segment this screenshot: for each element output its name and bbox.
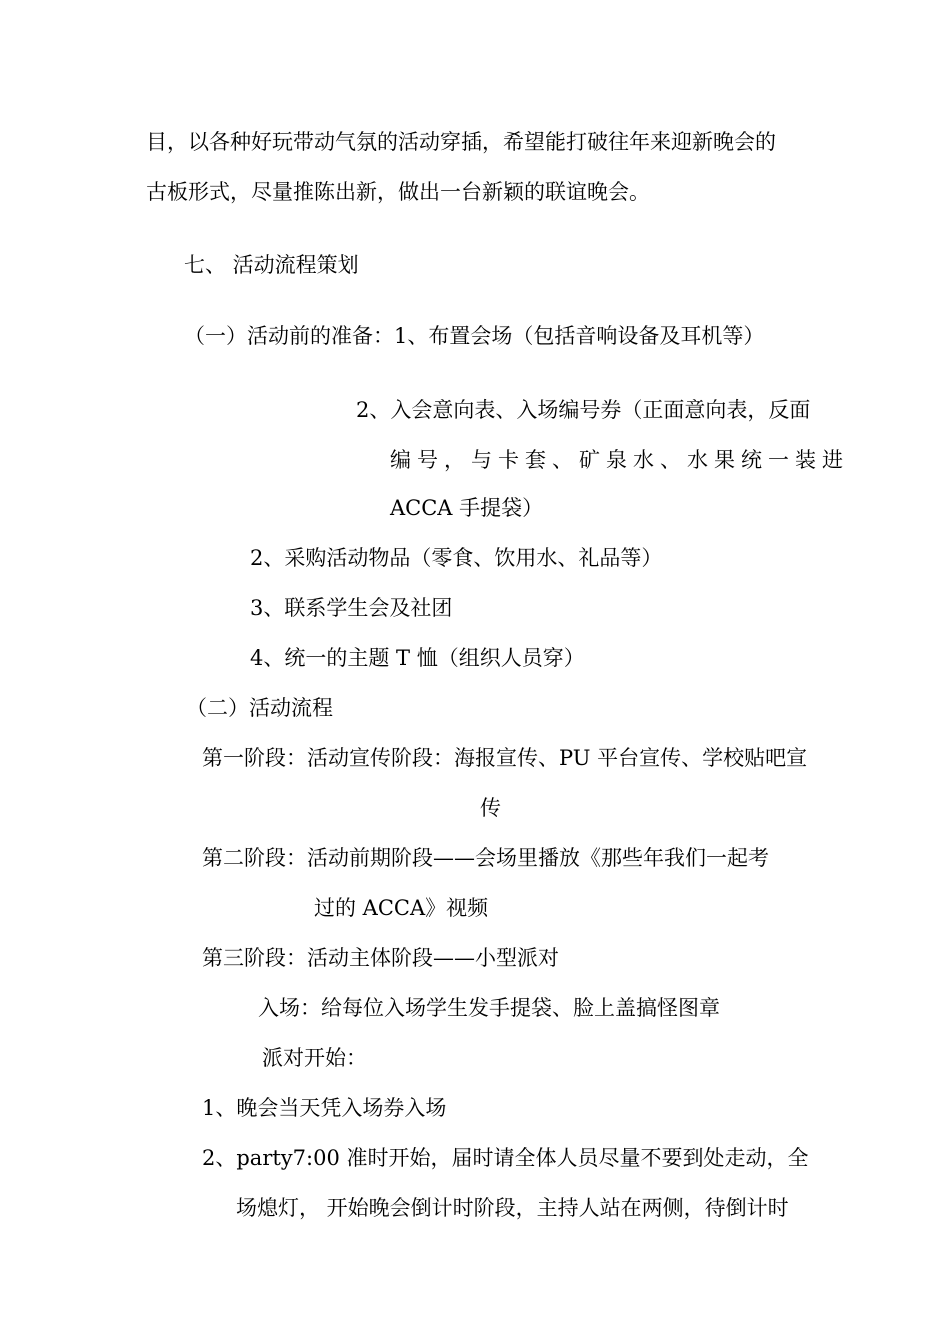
prep-item-3: 3、联系学生会及社团 xyxy=(250,596,453,620)
intro-line-2: 古板形式，尽量推陈出新，做出一台新颖的联谊晚会。 xyxy=(146,180,650,204)
prep-item-2a-line-2-text: 编号，与卡套、矿泉水、水果统一装进 xyxy=(390,448,849,472)
stage-1-line-2: 传 xyxy=(480,796,501,820)
party-item-1: 1、晚会当天凭入场券入场 xyxy=(202,1096,447,1120)
prep-item-2b: 2、采购活动物品（零食、饮用水、礼品等） xyxy=(250,546,663,570)
party-item-2-line-1: 2、party7:00 准时开始，届时请全体人员尽量不要到处走动，全 xyxy=(202,1146,809,1170)
prep-item-2a-line-2 xyxy=(390,446,849,474)
intro-line-1: 目，以各种好玩带动气氛的活动穿插，希望能打破往年来迎新晚会的 xyxy=(146,130,776,154)
party-item-2-line-2: 场熄灯， 开始晚会倒计时阶段，主持人站在两侧，待倒计时 xyxy=(236,1196,789,1220)
stage-2-line-2: 过的 ACCA》视频 xyxy=(314,896,489,920)
section-heading: 七、 活动流程策划 xyxy=(184,253,359,277)
prep-item-2a-line-3: ACCA 手提袋） xyxy=(390,496,544,520)
flow-heading: （二）活动流程 xyxy=(186,696,333,720)
stage-3-line-1: 第三阶段：活动主体阶段——小型派对 xyxy=(202,946,559,970)
prep-item-4: 4、统一的主题 T 恤（组织人员穿） xyxy=(250,646,585,670)
prep-heading: （一）活动前的准备：1、布置会场（包括音响设备及耳机等） xyxy=(184,324,765,348)
stage-1-line-1: 第一阶段：活动宣传阶段：海报宣传、PU 平台宣传、学校贴吧宣 xyxy=(202,746,808,770)
prep-item-2a-line-1: 2、入会意向表、入场编号券（正面意向表，反面 xyxy=(356,398,811,422)
entry-line: 入场：给每位入场学生发手提袋、脸上盖搞怪图章 xyxy=(258,996,720,1020)
stage-2-line-1: 第二阶段：活动前期阶段——会场里播放《那些年我们一起考 xyxy=(202,846,769,870)
party-start: 派对开始： xyxy=(262,1046,367,1070)
